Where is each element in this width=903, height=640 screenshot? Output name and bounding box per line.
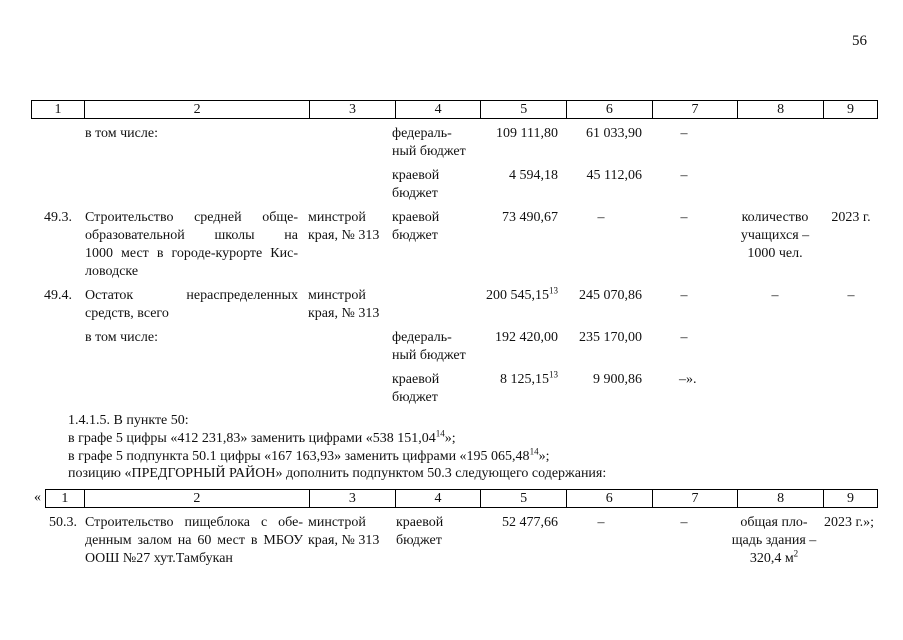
col-header: 6: [566, 490, 652, 508]
paragraph: позицию «ПРЕДГОРНЫЙ РАЙОН» дополнить подпунктом 50.3 следующего содержания:: [68, 466, 607, 481]
budget-line: бюджет: [396, 533, 442, 548]
budget-line: краевой: [392, 168, 440, 183]
value-col6: 9 900,86: [593, 372, 642, 387]
value-text: 8 125,15: [500, 372, 549, 387]
col-header: 3: [310, 101, 396, 119]
col-header: 6: [567, 101, 653, 119]
item-description: [85, 287, 298, 323]
executor-line: края, № 313: [308, 306, 380, 321]
budget-type: [392, 209, 439, 245]
footnote-mark: 13: [549, 285, 558, 296]
value-col7: –: [680, 330, 688, 345]
executor-line: края, № 313: [308, 533, 380, 548]
budget-line: бюджет: [392, 228, 438, 243]
table-header-2: [45, 489, 878, 508]
item-number: 49.4.: [44, 288, 72, 303]
col-header: 2: [85, 101, 310, 119]
executor: [308, 514, 379, 550]
value-text: 200 545,15: [486, 288, 549, 303]
budget-line: ный бюджет: [392, 348, 466, 363]
indicator-line: количество: [741, 210, 809, 225]
executor: [308, 209, 379, 245]
description-line: денным залом на 60 мест в МБОУ: [85, 533, 303, 548]
value-col5: 109 111,80: [496, 126, 558, 141]
description-line: Строительство средней обще-: [85, 210, 298, 225]
budget-type: [396, 514, 443, 550]
footnote-mark: 14: [529, 446, 539, 457]
budget-type: [392, 167, 439, 203]
col-header: 5: [481, 490, 567, 508]
executor-line: минстрой: [308, 288, 366, 303]
item-description: [85, 514, 303, 568]
executor-line: минстрой: [308, 210, 366, 225]
opening-quote: «: [34, 490, 41, 505]
budget-line: краевой: [392, 210, 440, 225]
item-number: 50.3.: [49, 515, 77, 530]
paragraph-text: в графе 5 подпункта 50.1 цифры «167 163,93» заменить цифрами «195 065,48: [68, 449, 530, 464]
value-col5: [472, 287, 558, 305]
footnote-mark: 14: [435, 428, 445, 439]
budget-line: краевой: [392, 372, 440, 387]
value-col5: [472, 371, 558, 389]
footnote-mark: 13: [549, 369, 558, 380]
col-header: 1: [46, 490, 85, 508]
deadline: –: [847, 288, 855, 303]
paragraph: 1.4.1.5. В пункте 50:: [68, 413, 189, 428]
col-header: 4: [395, 490, 481, 508]
value-col7: –: [680, 210, 688, 225]
item-number: 49.3.: [44, 210, 72, 225]
col-header: 9: [823, 101, 877, 119]
paragraph-text: »;: [538, 449, 550, 464]
executor-line: минстрой: [308, 515, 366, 530]
description-line: ловодске: [85, 264, 139, 279]
col-header: 3: [310, 490, 396, 508]
indicator: [728, 209, 822, 263]
value-col6: 235 170,00: [579, 330, 642, 345]
value-col5: 4 594,18: [509, 168, 558, 183]
description-line: Строительство пищеблока с обе-: [85, 515, 303, 530]
col-header: 4: [395, 101, 481, 119]
table-header-1: [31, 100, 878, 119]
value-col5: 73 490,67: [502, 210, 558, 225]
paragraph: [68, 448, 549, 466]
deadline: 2023 г.»;: [824, 515, 875, 530]
col-header: 7: [652, 490, 738, 508]
row-label: в том числе:: [85, 126, 158, 141]
budget-type: [392, 371, 439, 407]
value-col7: –: [680, 126, 688, 141]
col-header: 8: [738, 101, 824, 119]
row-label: в том числе:: [85, 330, 158, 345]
value-col7: –: [680, 515, 688, 530]
deadline: 2023 г.: [831, 210, 871, 225]
col-header: 2: [84, 490, 309, 508]
col-header: 1: [32, 101, 85, 119]
description-line: ООШ №27 хут.Тамбукан: [85, 551, 233, 566]
indicator-line: [722, 550, 826, 568]
description-line: средств, всего: [85, 306, 169, 321]
budget-line: федераль-: [392, 126, 452, 141]
budget-line: краевой: [396, 515, 444, 530]
executor: [308, 287, 379, 323]
paragraph-text: »;: [444, 431, 456, 446]
indicator-line: общая пло-: [740, 515, 808, 530]
indicator: –: [771, 288, 779, 303]
indicator-line: 1000 чел.: [747, 246, 803, 261]
col-header: 5: [481, 101, 567, 119]
value-col6: 245 070,86: [579, 288, 642, 303]
executor-line: края, № 313: [308, 228, 380, 243]
value-col7: –: [680, 168, 688, 183]
value-col6: 45 112,06: [586, 168, 642, 183]
budget-type: [392, 329, 466, 365]
col-header: 8: [738, 490, 824, 508]
budget-line: бюджет: [392, 186, 438, 201]
indicator-line: щадь здания –: [731, 533, 817, 548]
description-line: Остаток нераспределенных: [85, 288, 298, 303]
budget-line: федераль-: [392, 330, 452, 345]
value-col7: –: [680, 288, 688, 303]
paragraph-text: в графе 5 цифры «412 231,83» заменить цифрами «538 151,04: [68, 431, 436, 446]
budget-type: [392, 125, 466, 161]
indicator: [722, 514, 826, 568]
budget-line: ный бюджет: [392, 144, 466, 159]
value-col6: –: [597, 515, 605, 530]
indicator-line: учащихся –: [740, 228, 810, 243]
col-header: 7: [652, 101, 738, 119]
description-line: образовательной школы на: [85, 228, 298, 243]
value-col5: 52 477,66: [502, 515, 558, 530]
value-col6: –: [597, 210, 605, 225]
value-col6: 61 033,90: [586, 126, 642, 141]
indicator-text: 320,4 м: [749, 551, 794, 566]
page-number: 56: [852, 33, 867, 49]
description-line: 1000 мест в городе-курорте Кис-: [85, 246, 298, 261]
col-header: 9: [823, 490, 877, 508]
superscript: 2: [793, 548, 799, 559]
value-col5: 192 420,00: [495, 330, 558, 345]
budget-line: бюджет: [392, 390, 438, 405]
value-col7: –».: [679, 372, 697, 387]
item-description: [85, 209, 298, 281]
paragraph: [68, 430, 456, 448]
